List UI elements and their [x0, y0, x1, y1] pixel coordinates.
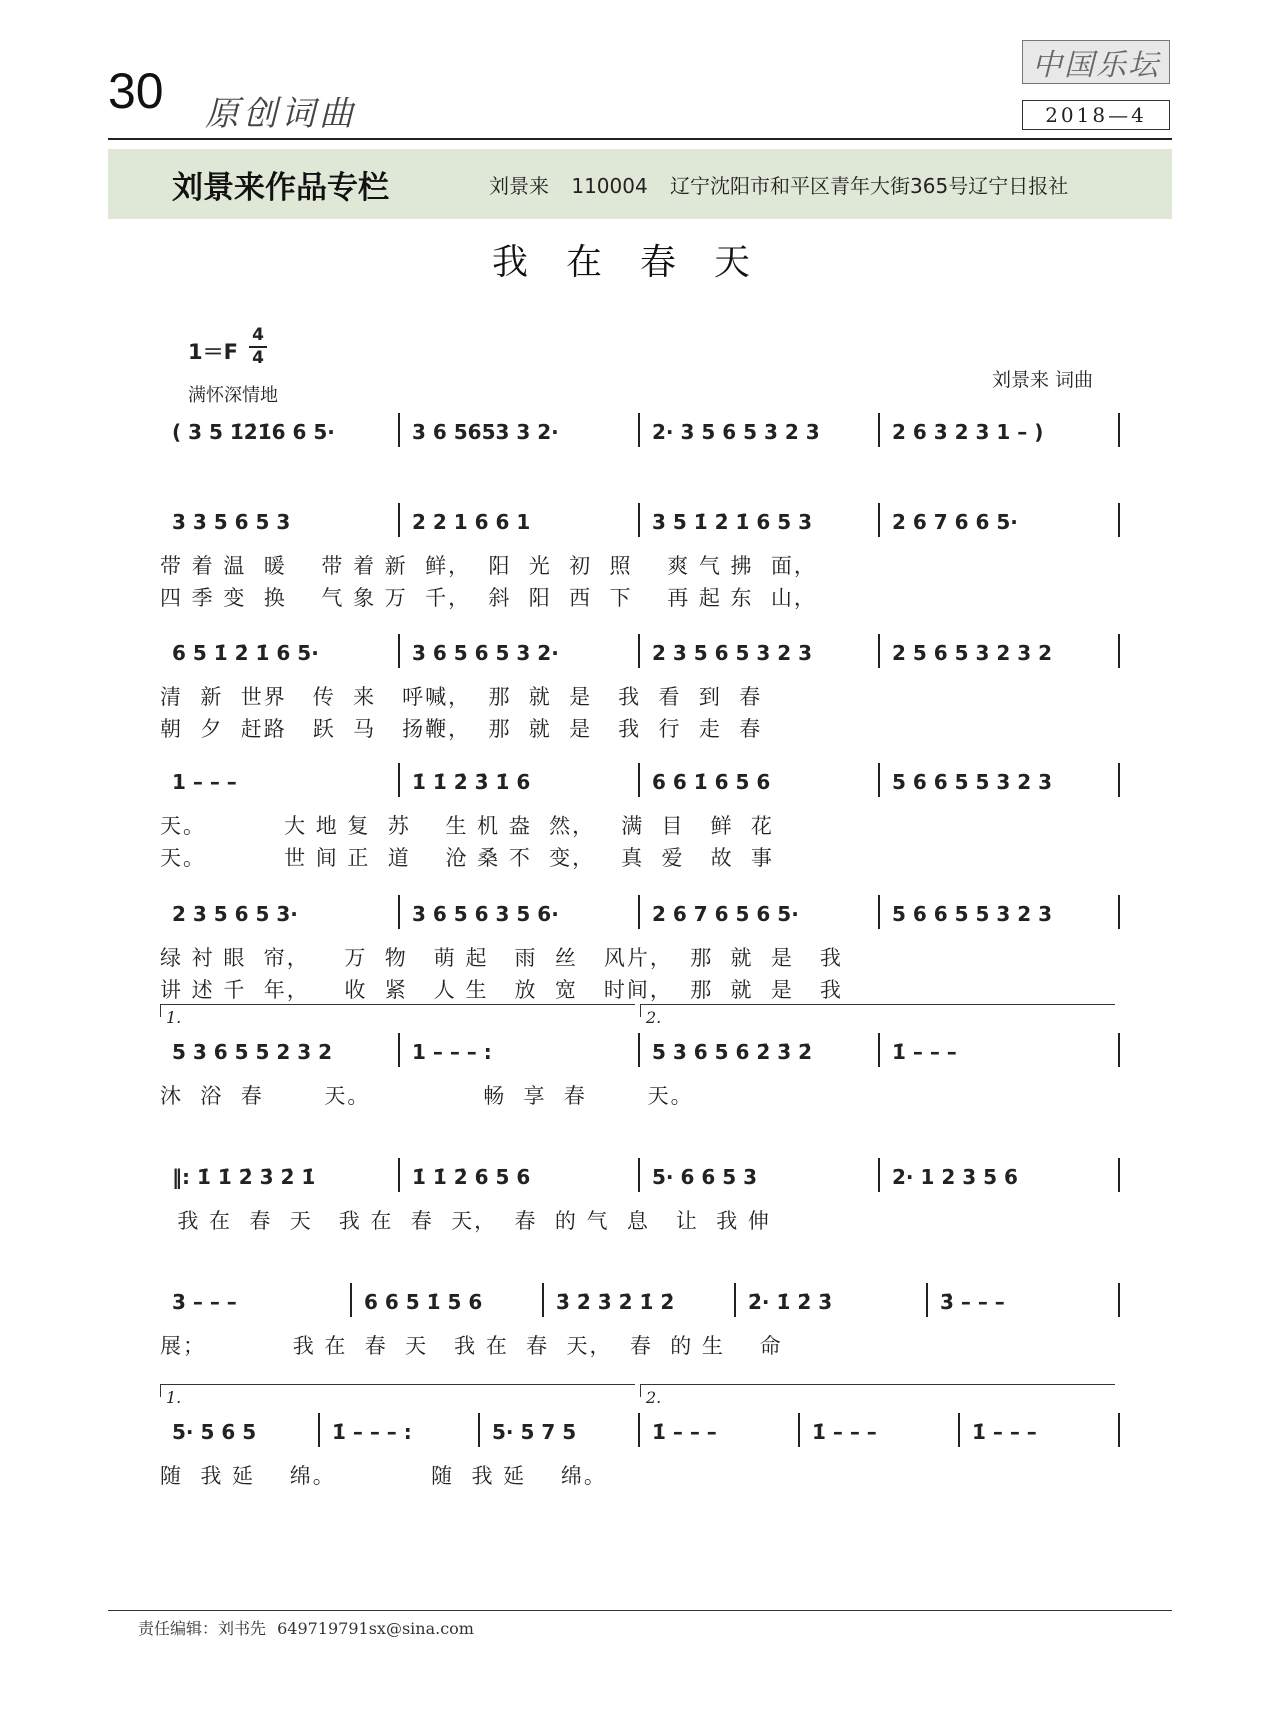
barline: [878, 634, 880, 668]
volta-label: 1.: [166, 1008, 182, 1027]
tempo-marking: 满怀深情地: [188, 385, 278, 406]
volta-bracket: [640, 1384, 1115, 1397]
measure: 3 6 5 6 3 5 6·: [412, 902, 559, 926]
notes-line: [160, 1040, 1120, 1070]
measure: 1̇ 1̇ 2̇ 3̇ 1̇ 6: [412, 770, 531, 794]
barline: [638, 1413, 640, 1447]
measure: 6 6 5 1̇ 5 6: [364, 1290, 483, 1314]
notes-line: [160, 902, 1120, 932]
measure: 5 3 6 5 6 2̇ 3̇ 2̇: [652, 1040, 813, 1064]
measure: 3̇ 2̇ 3̇ 2̇ 1̇ 2̇: [556, 1290, 675, 1314]
measure: 5 3 6 5 5 2 3 2: [172, 1040, 333, 1064]
barline: [878, 763, 880, 797]
barline: [398, 763, 400, 797]
key-signature: 1＝F: [188, 340, 238, 364]
measure: 3 3 5 6 5 3: [172, 510, 291, 534]
notes-line: [160, 420, 1120, 450]
lyric-line: 朝 夕 赶路 跃 马 扬鞭， 那 就 是 我 行 走 春: [160, 717, 763, 741]
measure: ( 3 5 1̇2̇1̇6 6 5·: [172, 420, 335, 444]
measure: ‖: 1̇ 1̇ 2̇ 3̇ 2̇ 1̇: [172, 1165, 316, 1189]
lyric-line: 展； 我 在 春 天 我 在 春 天， 春 的 生 命: [160, 1334, 783, 1358]
lyric-line: 绿 衬 眼 帘， 万 物 萌 起 雨 丝 风片， 那 就 是 我: [160, 946, 843, 970]
measure: 1̇ – – –: [892, 1040, 957, 1064]
measure: 5· 5 7 5: [492, 1420, 577, 1444]
measure: 2 6 3 2 3 1 – ): [892, 420, 1044, 444]
author-address: 刘景来 110004 辽宁沈阳市和平区青年大街365号辽宁日报社: [489, 173, 1069, 198]
column-title: 刘景来作品专栏: [172, 169, 389, 206]
composer-credit: 刘景来 词曲: [992, 369, 1094, 391]
editor-credit: 责任编辑：刘书先 649719791sx@sina.com: [138, 1619, 474, 1638]
measure: 2 5 6 5 3 2 3 2: [892, 641, 1053, 665]
measure: 3 – – –: [172, 1290, 237, 1314]
notes-line: [160, 1165, 1120, 1195]
measure: 1̇ 1̇ 2̇ 6 5 6: [412, 1165, 531, 1189]
volta-bracket: [640, 1004, 1115, 1017]
barline: [878, 413, 880, 447]
measure: 6 6 1̇ 6 5 6: [652, 770, 771, 794]
measure: 3 6 5653 3 2·: [412, 420, 559, 444]
column-banner: [108, 149, 1172, 219]
header-divider: [108, 138, 1172, 140]
measure: 1̇ – – –: [652, 1420, 717, 1444]
measure: 1 – – – :: [412, 1040, 492, 1064]
barline: [878, 1158, 880, 1192]
lyric-line: 带 着 温 暖 带 着 新 鲜， 阳 光 初 照 爽 气 拂 面，: [160, 554, 817, 578]
barline: [350, 1283, 352, 1317]
time-signature: [249, 326, 267, 368]
notes-line: [160, 1290, 1120, 1320]
volta-bracket: [160, 1384, 635, 1397]
lyric-line: 天。 世 间 正 道 沧 桑 不 变， 真 爱 故 事: [160, 846, 774, 870]
barline: [926, 1283, 928, 1317]
measure: 6 5 1̇ 2̇ 1̇ 6 5·: [172, 641, 319, 665]
measure: 2 2 1 6 6 1: [412, 510, 531, 534]
measure: 1̇ – – –: [972, 1420, 1037, 1444]
barline: [398, 503, 400, 537]
measure: 3 5 1̇ 2̇ 1̇ 6 5 3: [652, 510, 813, 534]
measure: 5· 6 6 5 3: [652, 1165, 758, 1189]
lyric-line: 沐 浴 春 天。 畅 享 春 天。: [160, 1084, 694, 1108]
volta-label: 1.: [166, 1388, 182, 1407]
section-title: 原创词曲: [205, 94, 357, 134]
barline: [1118, 763, 1120, 797]
notes-line: [160, 1420, 1120, 1450]
measure: 3̇ – – –: [940, 1290, 1005, 1314]
barline: [1118, 1158, 1120, 1192]
notes-line: [160, 770, 1120, 800]
measure: 5 6 6 5 5 3 2 3: [892, 770, 1053, 794]
page-number: 30: [108, 63, 164, 119]
measure: 5 6 6 5 5 3 2 3: [892, 902, 1053, 926]
barline: [1118, 634, 1120, 668]
measure: 2 6 7 6 5 6 5·: [652, 902, 799, 926]
lyric-line: 清 新 世界 传 来 呼喊， 那 就 是 我 看 到 春: [160, 685, 763, 709]
barline: [1118, 1283, 1120, 1317]
measure: 2· 1 2 3 5 6: [892, 1165, 1018, 1189]
barline: [542, 1283, 544, 1317]
measure: 1̇ – – – :: [332, 1420, 412, 1444]
barline: [318, 1413, 320, 1447]
measure: 5· 5 6 5: [172, 1420, 257, 1444]
footer-divider: [108, 1610, 1172, 1611]
barline: [638, 634, 640, 668]
volta-label: 2.: [646, 1388, 662, 1407]
measure: 1̇ – – –: [812, 1420, 877, 1444]
magazine-logo: [1022, 40, 1170, 84]
measure: 3 6 5 6 5 3 2·: [412, 641, 559, 665]
measure: 1 – – –: [172, 770, 237, 794]
barline: [638, 1033, 640, 1067]
barline: [1118, 1033, 1120, 1067]
volta-label: 2.: [646, 1008, 662, 1027]
barline: [878, 895, 880, 929]
lyric-line: 四 季 变 换 气 象 万 千， 斜 阳 西 下 再 起 东 山，: [160, 586, 817, 610]
barline: [398, 1033, 400, 1067]
notes-line: [160, 510, 1120, 540]
lyric-line: 讲 述 千 年， 收 紧 人 生 放 宽 时间， 那 就 是 我: [160, 978, 843, 1002]
measure: 2̇· 1̇ 2̇ 3̇: [748, 1290, 833, 1314]
barline: [734, 1283, 736, 1317]
volta-bracket: [160, 1004, 635, 1017]
measure: 2 6 7 6 6 5·: [892, 510, 1018, 534]
issue-number: 2018—4: [1022, 100, 1170, 130]
lyric-line: 天。 大 地 复 苏 生 机 盎 然， 满 目 鲜 花: [160, 814, 774, 838]
barline: [638, 413, 640, 447]
time-signature-top: 4: [252, 325, 264, 345]
barline: [1118, 895, 1120, 929]
barline: [398, 1158, 400, 1192]
barline: [478, 1413, 480, 1447]
barline: [638, 503, 640, 537]
magazine-logo-text: 中国乐坛: [1032, 48, 1160, 83]
barline: [638, 895, 640, 929]
barline: [1118, 503, 1120, 537]
barline: [398, 895, 400, 929]
barline: [638, 763, 640, 797]
notes-line: [160, 641, 1120, 671]
barline: [398, 413, 400, 447]
lyric-line: 我 在 春 天 我 在 春 天， 春 的 气 息 让 我 伸: [160, 1209, 771, 1233]
barline: [798, 1413, 800, 1447]
barline: [878, 503, 880, 537]
measure: 2 3 5 6 5 3 2 3: [652, 641, 813, 665]
barline: [878, 1033, 880, 1067]
measure: 2· 3 5 6 5 3 2 3: [652, 420, 820, 444]
lyric-line: 随 我 延 绵。 随 我 延 绵。: [160, 1464, 607, 1488]
barline: [638, 1158, 640, 1192]
barline: [1118, 413, 1120, 447]
time-signature-bottom: 4: [252, 348, 264, 368]
barline: [958, 1413, 960, 1447]
song-title: 我在春天: [491, 242, 788, 283]
barline: [1118, 1413, 1120, 1447]
barline: [398, 634, 400, 668]
measure: 2 3 5 6 5 3·: [172, 902, 298, 926]
